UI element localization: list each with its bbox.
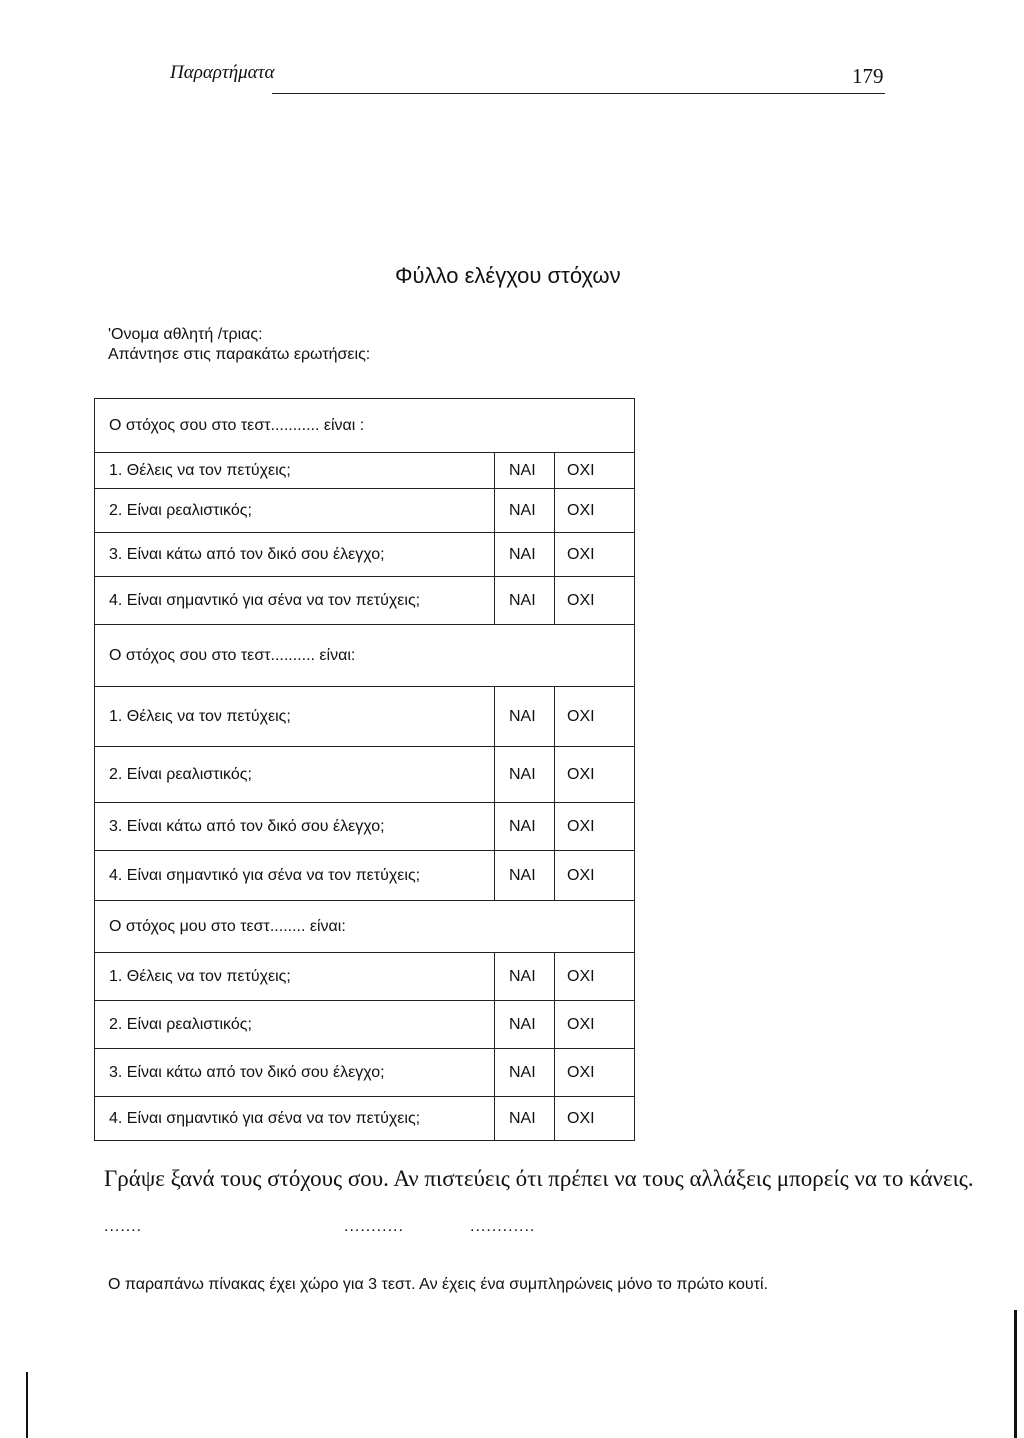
question-row: [95, 803, 635, 851]
yes-option[interactable]: ΝΑΙ: [495, 953, 555, 1001]
no-option[interactable]: ΟΧΙ: [555, 1097, 635, 1141]
no-option[interactable]: ΟΧΙ: [555, 851, 635, 901]
yes-option[interactable]: ΝΑΙ: [495, 577, 555, 625]
question-text: 2. Είναι ρεαλιστικός;: [95, 747, 495, 803]
dot-line[interactable]: ...........: [344, 1218, 404, 1235]
question-row: [95, 577, 635, 625]
question-text: 3. Είναι κάτω από τον δικό σου έλεγχο;: [95, 1049, 495, 1097]
goal-label[interactable]: Ο στόχος σου στο τεστ........... είναι :: [95, 399, 635, 453]
question-text: 2. Είναι ρεαλιστικός;: [95, 489, 495, 533]
header-rule: [272, 93, 885, 94]
dot-line[interactable]: ............: [470, 1218, 536, 1235]
question-text: 4. Είναι σημαντικό για σένα να τον πετύχεις;: [95, 851, 495, 901]
question-row: [95, 851, 635, 901]
scan-edge-line-right: [1014, 1310, 1017, 1438]
page-title: Φύλλο ελέγχου στόχων: [395, 263, 621, 288]
question-row: [95, 953, 635, 1001]
dot-line[interactable]: .......: [104, 1218, 143, 1235]
question-text: 1. Θέλεις να τον πετύχεις;: [95, 453, 495, 489]
question-text: 3. Είναι κάτω από τον δικό σου έλεγχο;: [95, 803, 495, 851]
question-row: [95, 489, 635, 533]
instruction-text: Απάντησε στις παρακάτω ερωτήσεις:: [108, 346, 371, 363]
question-text: 4. Είναι σημαντικό για σένα να τον πετύχεις;: [95, 577, 495, 625]
header-section-title: Παραρτήματα: [170, 62, 275, 83]
yes-option[interactable]: ΝΑΙ: [495, 453, 555, 489]
no-option[interactable]: ΟΧΙ: [555, 747, 635, 803]
yes-option[interactable]: ΝΑΙ: [495, 803, 555, 851]
yes-option[interactable]: ΝΑΙ: [495, 1097, 555, 1141]
goal-checklist-table: [94, 398, 635, 1141]
question-text: 2. Είναι ρεαλιστικός;: [95, 1001, 495, 1049]
question-row: [95, 747, 635, 803]
question-row: [95, 1097, 635, 1141]
yes-option[interactable]: ΝΑΙ: [495, 533, 555, 577]
yes-option[interactable]: ΝΑΙ: [495, 851, 555, 901]
no-option[interactable]: ΟΧΙ: [555, 489, 635, 533]
question-row: [95, 453, 635, 489]
yes-option[interactable]: ΝΑΙ: [495, 747, 555, 803]
question-row: [95, 687, 635, 747]
yes-option[interactable]: ΝΑΙ: [495, 687, 555, 747]
yes-option[interactable]: ΝΑΙ: [495, 1049, 555, 1097]
goal-row: [95, 901, 635, 953]
athlete-name-label: 'Ονομα αθλητή /τριας:: [108, 326, 263, 343]
yes-option[interactable]: ΝΑΙ: [495, 1001, 555, 1049]
goal-row: [95, 399, 635, 453]
no-option[interactable]: ΟΧΙ: [555, 687, 635, 747]
no-option[interactable]: ΟΧΙ: [555, 533, 635, 577]
question-row: [95, 533, 635, 577]
page-number: 179: [852, 64, 884, 88]
footnote: Ο παραπάνω πίνακας έχει χώρο για 3 τεστ. Αν έχεις ένα συμπληρώνεις μόνο το πρώτο κουτί.: [108, 1276, 768, 1293]
yes-option[interactable]: ΝΑΙ: [495, 489, 555, 533]
no-option[interactable]: ΟΧΙ: [555, 1001, 635, 1049]
no-option[interactable]: ΟΧΙ: [555, 803, 635, 851]
question-text: 1. Θέλεις να τον πετύχεις;: [95, 953, 495, 1001]
goal-label[interactable]: Ο στόχος σου στο τεστ.......... είναι:: [95, 625, 635, 687]
goal-label[interactable]: Ο στόχος μου στο τεστ........ είναι:: [95, 901, 635, 953]
question-text: 4. Είναι σημαντικό για σένα να τον πετύχεις;: [95, 1097, 495, 1141]
question-row: [95, 1049, 635, 1097]
scan-edge-line-left: [26, 1372, 28, 1438]
question-row: [95, 1001, 635, 1049]
question-text: 1. Θέλεις να τον πετύχεις;: [95, 687, 495, 747]
question-text: 3. Είναι κάτω από τον δικό σου έλεγχο;: [95, 533, 495, 577]
no-option[interactable]: ΟΧΙ: [555, 453, 635, 489]
no-option[interactable]: ΟΧΙ: [555, 953, 635, 1001]
no-option[interactable]: ΟΧΙ: [555, 577, 635, 625]
rewrite-instruction: Γράψε ξανά τους στόχους σου. Αν πιστεύεις ότι πρέπει να τους αλλάξεις μπορείς να το κάνεις.: [104, 1166, 974, 1191]
no-option[interactable]: ΟΧΙ: [555, 1049, 635, 1097]
goal-row: [95, 625, 635, 687]
